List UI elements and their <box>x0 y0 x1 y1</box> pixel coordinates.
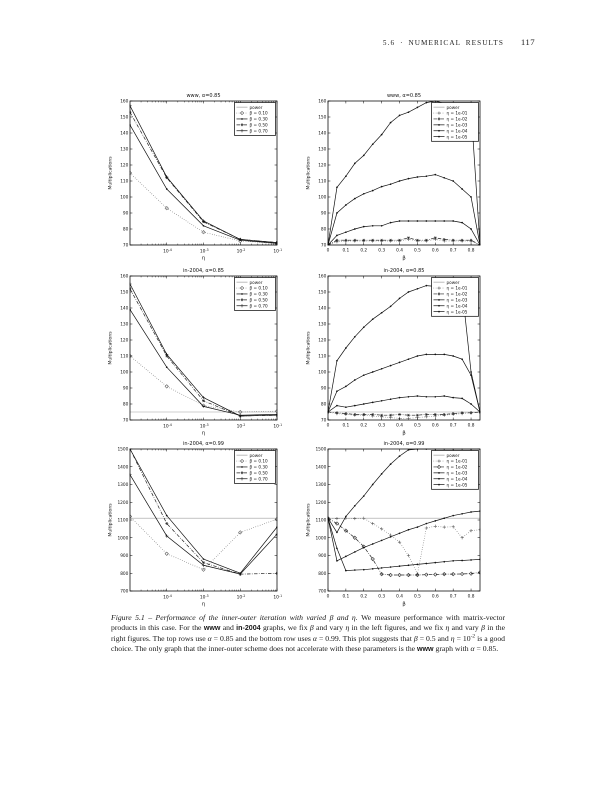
plot-www-a085-vary-beta <box>306 93 482 262</box>
svg-text:1000: 1000 <box>117 536 129 542</box>
svg-text:0.6: 0.6 <box>431 594 439 600</box>
plot-ylabel: Multiplications <box>108 503 114 537</box>
svg-text:140: 140 <box>120 306 129 312</box>
svg-text:10-3: $10^{-3}$ <box>199 247 209 255</box>
svg-text:0.4: 0.4 <box>396 594 403 600</box>
plot-ylabel: Multiplications <box>108 331 114 365</box>
caption-segment: α <box>312 633 317 643</box>
legend-label: η = 1e-05 <box>446 482 468 488</box>
svg-text:0.8: 0.8 <box>467 594 475 600</box>
legend-label: η = 1e-02 <box>446 116 468 122</box>
plot-title: in-2004, α=0.99 <box>183 441 224 447</box>
caption-segment: and vary <box>313 622 346 632</box>
legend-label: η = 1e-02 <box>446 291 468 297</box>
svg-text:100: 100 <box>120 370 129 376</box>
svg-text:70: 70 <box>122 243 129 249</box>
svg-text:0.3: 0.3 <box>378 248 386 254</box>
svg-text:0.4: 0.4 <box>396 423 403 429</box>
caption-segment: η <box>450 633 455 643</box>
plot-title: in-2004, α=0.85 <box>383 268 425 274</box>
svg-text:1500: 1500 <box>315 447 327 453</box>
svg-text:0.5: 0.5 <box>413 423 421 429</box>
svg-text:80: 80 <box>122 227 129 233</box>
plot-xlabel: η <box>201 601 206 608</box>
svg-text:0.5: 0.5 <box>413 248 421 254</box>
svg-text:0.2: 0.2 <box>360 594 368 600</box>
svg-text:90: 90 <box>320 386 327 392</box>
plot-xlabel: β <box>402 601 406 608</box>
caption-segment: = 0.99. This plot suggests that <box>316 633 414 643</box>
svg-text:1300: 1300 <box>315 483 327 488</box>
svg-text:0.3: 0.3 <box>378 423 386 429</box>
caption-segment: – <box>144 613 156 622</box>
caption-segment: -2 <box>470 633 476 640</box>
plot-xlabel: η <box>201 255 206 262</box>
svg-text:10-1: $10^{-1}$ <box>273 593 283 601</box>
svg-text:1100: 1100 <box>117 518 129 524</box>
legend-label: β = 0.70 <box>249 303 268 309</box>
svg-text:0: 0 <box>326 423 330 429</box>
legend-label: β = 0.10 <box>249 458 268 464</box>
svg-text:0.4: 0.4 <box>396 248 403 254</box>
legend-label: β = 0.50 <box>249 122 268 128</box>
svg-text:130: 130 <box>318 147 327 153</box>
svg-text:80: 80 <box>320 402 327 408</box>
legend-label: power <box>446 279 460 285</box>
legend-label: power <box>446 452 460 458</box>
svg-text:110: 110 <box>318 354 327 360</box>
legend-label: β = 0.70 <box>249 128 268 134</box>
legend-label: η = 1e-04 <box>446 128 468 134</box>
caption-segment: β <box>413 633 418 643</box>
caption-segment: = 10 <box>454 633 471 643</box>
legend-label: β = 0.50 <box>249 297 268 303</box>
plot-ylabel: Multiplications <box>306 156 312 190</box>
svg-text:700: 700 <box>318 589 327 595</box>
svg-text:160: 160 <box>120 99 129 105</box>
caption-segment: η <box>345 622 350 632</box>
svg-text:900: 900 <box>120 554 129 559</box>
svg-text:0.8: 0.8 <box>467 423 475 429</box>
svg-text:160: 160 <box>318 274 327 280</box>
svg-text:0.8: 0.8 <box>467 248 475 254</box>
svg-text:1000: 1000 <box>315 536 327 542</box>
plot-ylabel: Multiplications <box>108 156 114 190</box>
caption-segment: www <box>203 623 221 632</box>
plot-title: www, α=0.85 <box>186 93 221 99</box>
svg-text:900: 900 <box>318 554 327 559</box>
svg-text:0.1: 0.1 <box>342 423 350 429</box>
caption-segment: Performance of the inner-outer iteration with varied β and η. <box>155 613 358 622</box>
svg-text:70: 70 <box>320 418 327 424</box>
legend-label: β = 0.10 <box>249 110 268 116</box>
svg-text:1100: 1100 <box>315 518 327 524</box>
plot-in2004-a085-vary-beta <box>306 268 482 437</box>
svg-text:10-4: $10^{-4}$ <box>163 422 172 430</box>
svg-text:100: 100 <box>120 195 129 201</box>
svg-text:150: 150 <box>120 115 129 121</box>
caption-segment: η <box>445 622 450 632</box>
svg-text:0.2: 0.2 <box>360 423 368 429</box>
caption-segment: in the right figures. The top rows use <box>111 622 506 643</box>
svg-text:140: 140 <box>120 131 129 137</box>
caption-segment: www <box>417 644 434 653</box>
svg-text:0: 0 <box>326 248 330 254</box>
running-head: 5.6 · NUMERICAL RESULTS <box>382 39 504 47</box>
svg-text:80: 80 <box>122 402 129 408</box>
legend-label: η = 1e-01 <box>446 458 468 464</box>
svg-text:130: 130 <box>318 322 327 328</box>
caption-segment: and <box>220 622 237 632</box>
legend-label: power <box>446 104 460 110</box>
legend-label: β = 0.70 <box>249 476 268 482</box>
svg-text:120: 120 <box>120 163 129 169</box>
plot-ylabel: Multiplications <box>306 331 312 365</box>
svg-text:0.2: 0.2 <box>360 248 368 254</box>
svg-text:0.6: 0.6 <box>431 423 439 429</box>
caption-segment: β <box>309 622 314 632</box>
plot-legend <box>235 451 276 484</box>
svg-text:130: 130 <box>120 322 129 328</box>
plot-ylabel: Multiplications <box>306 503 312 537</box>
plot-legend <box>432 103 479 142</box>
caption-segment: β <box>481 622 485 632</box>
plot-title: in-2004, α=0.85 <box>183 268 224 274</box>
plot-legend <box>432 278 479 317</box>
page-number: 117 <box>520 37 535 47</box>
svg-text:10-2: $10^{-2}$ <box>236 422 246 430</box>
figure-caption <box>111 613 505 655</box>
legend-label: power <box>249 104 263 110</box>
svg-text:160: 160 <box>318 99 327 105</box>
svg-text:150: 150 <box>120 290 129 296</box>
caption-segment: = 0.85 and the bottom row uses <box>211 633 313 643</box>
svg-text:0.5: 0.5 <box>413 594 421 600</box>
plot-www-a085-vary-eta <box>108 93 283 262</box>
svg-text:90: 90 <box>320 211 327 217</box>
legend-label: η = 1e-04 <box>446 303 468 309</box>
svg-text:0.3: 0.3 <box>378 594 386 600</box>
svg-text:0.7: 0.7 <box>449 248 457 254</box>
plot-title: www, α=0.85 <box>386 93 422 99</box>
legend-label: η = 1e-01 <box>446 285 468 291</box>
legend-label: β = 0.30 <box>249 464 268 470</box>
svg-text:800: 800 <box>120 571 129 577</box>
legend-label: β = 0.30 <box>249 116 268 122</box>
svg-text:10-4: $10^{-4}$ <box>163 247 172 255</box>
svg-text:120: 120 <box>318 338 327 344</box>
caption-segment: in-2004 <box>236 623 261 632</box>
legend-label: power <box>249 452 263 458</box>
legend-label: η = 1e-01 <box>446 110 468 116</box>
svg-text:1300: 1300 <box>117 483 129 488</box>
svg-text:10-1: $10^{-1}$ <box>273 422 283 430</box>
svg-text:150: 150 <box>318 290 327 296</box>
plot-xlabel: η <box>201 430 206 437</box>
legend-label: η = 1e-05 <box>446 309 468 315</box>
caption-segment: We measure performance with matrix-vector products in this case. For the <box>111 613 505 632</box>
svg-text:10-4: $10^{-4}$ <box>163 593 172 601</box>
caption-segment: in the left figures, and we fix <box>349 622 446 632</box>
svg-text:10-2: $10^{-2}$ <box>236 593 246 601</box>
caption-segment: α <box>470 643 475 653</box>
legend-label: β = 0.30 <box>249 291 268 297</box>
legend-label: β = 0.10 <box>249 285 268 291</box>
svg-text:0.1: 0.1 <box>342 248 350 254</box>
legend-label: η = 1e-03 <box>446 122 468 128</box>
plot-legend <box>235 278 276 311</box>
caption-segment: α <box>207 633 212 643</box>
svg-text:70: 70 <box>122 418 129 424</box>
svg-text:100: 100 <box>318 370 327 376</box>
legend-label: η = 1e-05 <box>446 134 468 140</box>
svg-text:10-3: $10^{-3}$ <box>199 422 209 430</box>
svg-text:140: 140 <box>318 131 327 137</box>
svg-text:10-3: $10^{-3}$ <box>199 593 209 601</box>
svg-text:120: 120 <box>120 338 129 344</box>
svg-text:10-2: $10^{-2}$ <box>236 247 246 255</box>
svg-text:130: 130 <box>120 147 129 153</box>
plot-legend <box>432 451 479 490</box>
svg-text:1500: 1500 <box>117 447 129 453</box>
svg-text:10-1: $10^{-1}$ <box>273 247 283 255</box>
svg-text:800: 800 <box>318 571 327 577</box>
svg-text:160: 160 <box>120 274 129 280</box>
caption-segment: is a good choice. The only graph that the inner-outer scheme does not accelerate with these parameters is the <box>111 633 506 653</box>
plot-legend <box>235 103 276 136</box>
legend-label: η = 1e-04 <box>446 476 468 482</box>
caption-segment: and vary <box>449 622 482 632</box>
caption-segment: Figure 5.1 <box>111 613 145 622</box>
caption-segment: = 0.5 and <box>417 633 451 643</box>
caption-segment: = 0.85. <box>474 643 499 653</box>
plot-in2004-a085-vary-eta <box>108 268 283 437</box>
caption-segment: graphs, we fix <box>260 622 310 632</box>
svg-text:0.6: 0.6 <box>431 248 439 254</box>
legend-label: η = 1e-03 <box>446 297 468 303</box>
svg-text:90: 90 <box>122 211 129 217</box>
svg-text:0.1: 0.1 <box>342 594 350 600</box>
plot-xlabel: β <box>402 255 406 262</box>
svg-text:110: 110 <box>120 179 129 185</box>
legend-label: η = 1e-03 <box>446 470 468 476</box>
svg-text:0.7: 0.7 <box>449 594 457 600</box>
svg-text:1400: 1400 <box>315 465 327 471</box>
svg-text:0: 0 <box>326 594 330 600</box>
svg-text:1200: 1200 <box>117 500 129 506</box>
legend-label: power <box>249 279 263 285</box>
svg-text:90: 90 <box>122 386 129 392</box>
caption-segment: graph with <box>433 643 471 653</box>
svg-text:1400: 1400 <box>117 465 129 471</box>
plot-in2004-a099-vary-eta <box>108 441 283 608</box>
svg-text:1200: 1200 <box>315 500 327 506</box>
svg-text:120: 120 <box>318 163 327 169</box>
svg-text:80: 80 <box>320 227 327 233</box>
legend-label: β = 0.50 <box>249 470 268 476</box>
svg-text:140: 140 <box>318 306 327 312</box>
svg-text:150: 150 <box>318 115 327 121</box>
svg-text:110: 110 <box>318 179 327 185</box>
svg-text:110: 110 <box>120 354 129 360</box>
svg-text:0.7: 0.7 <box>449 423 457 429</box>
svg-text:700: 700 <box>120 589 129 595</box>
svg-text:70: 70 <box>320 243 327 249</box>
legend-label: η = 1e-02 <box>446 464 468 470</box>
plot-xlabel: β <box>402 430 406 437</box>
svg-text:100: 100 <box>318 195 327 201</box>
plot-title: in-2004, α=0.99 <box>383 441 425 447</box>
plot-in2004-a099-vary-beta <box>306 441 482 608</box>
